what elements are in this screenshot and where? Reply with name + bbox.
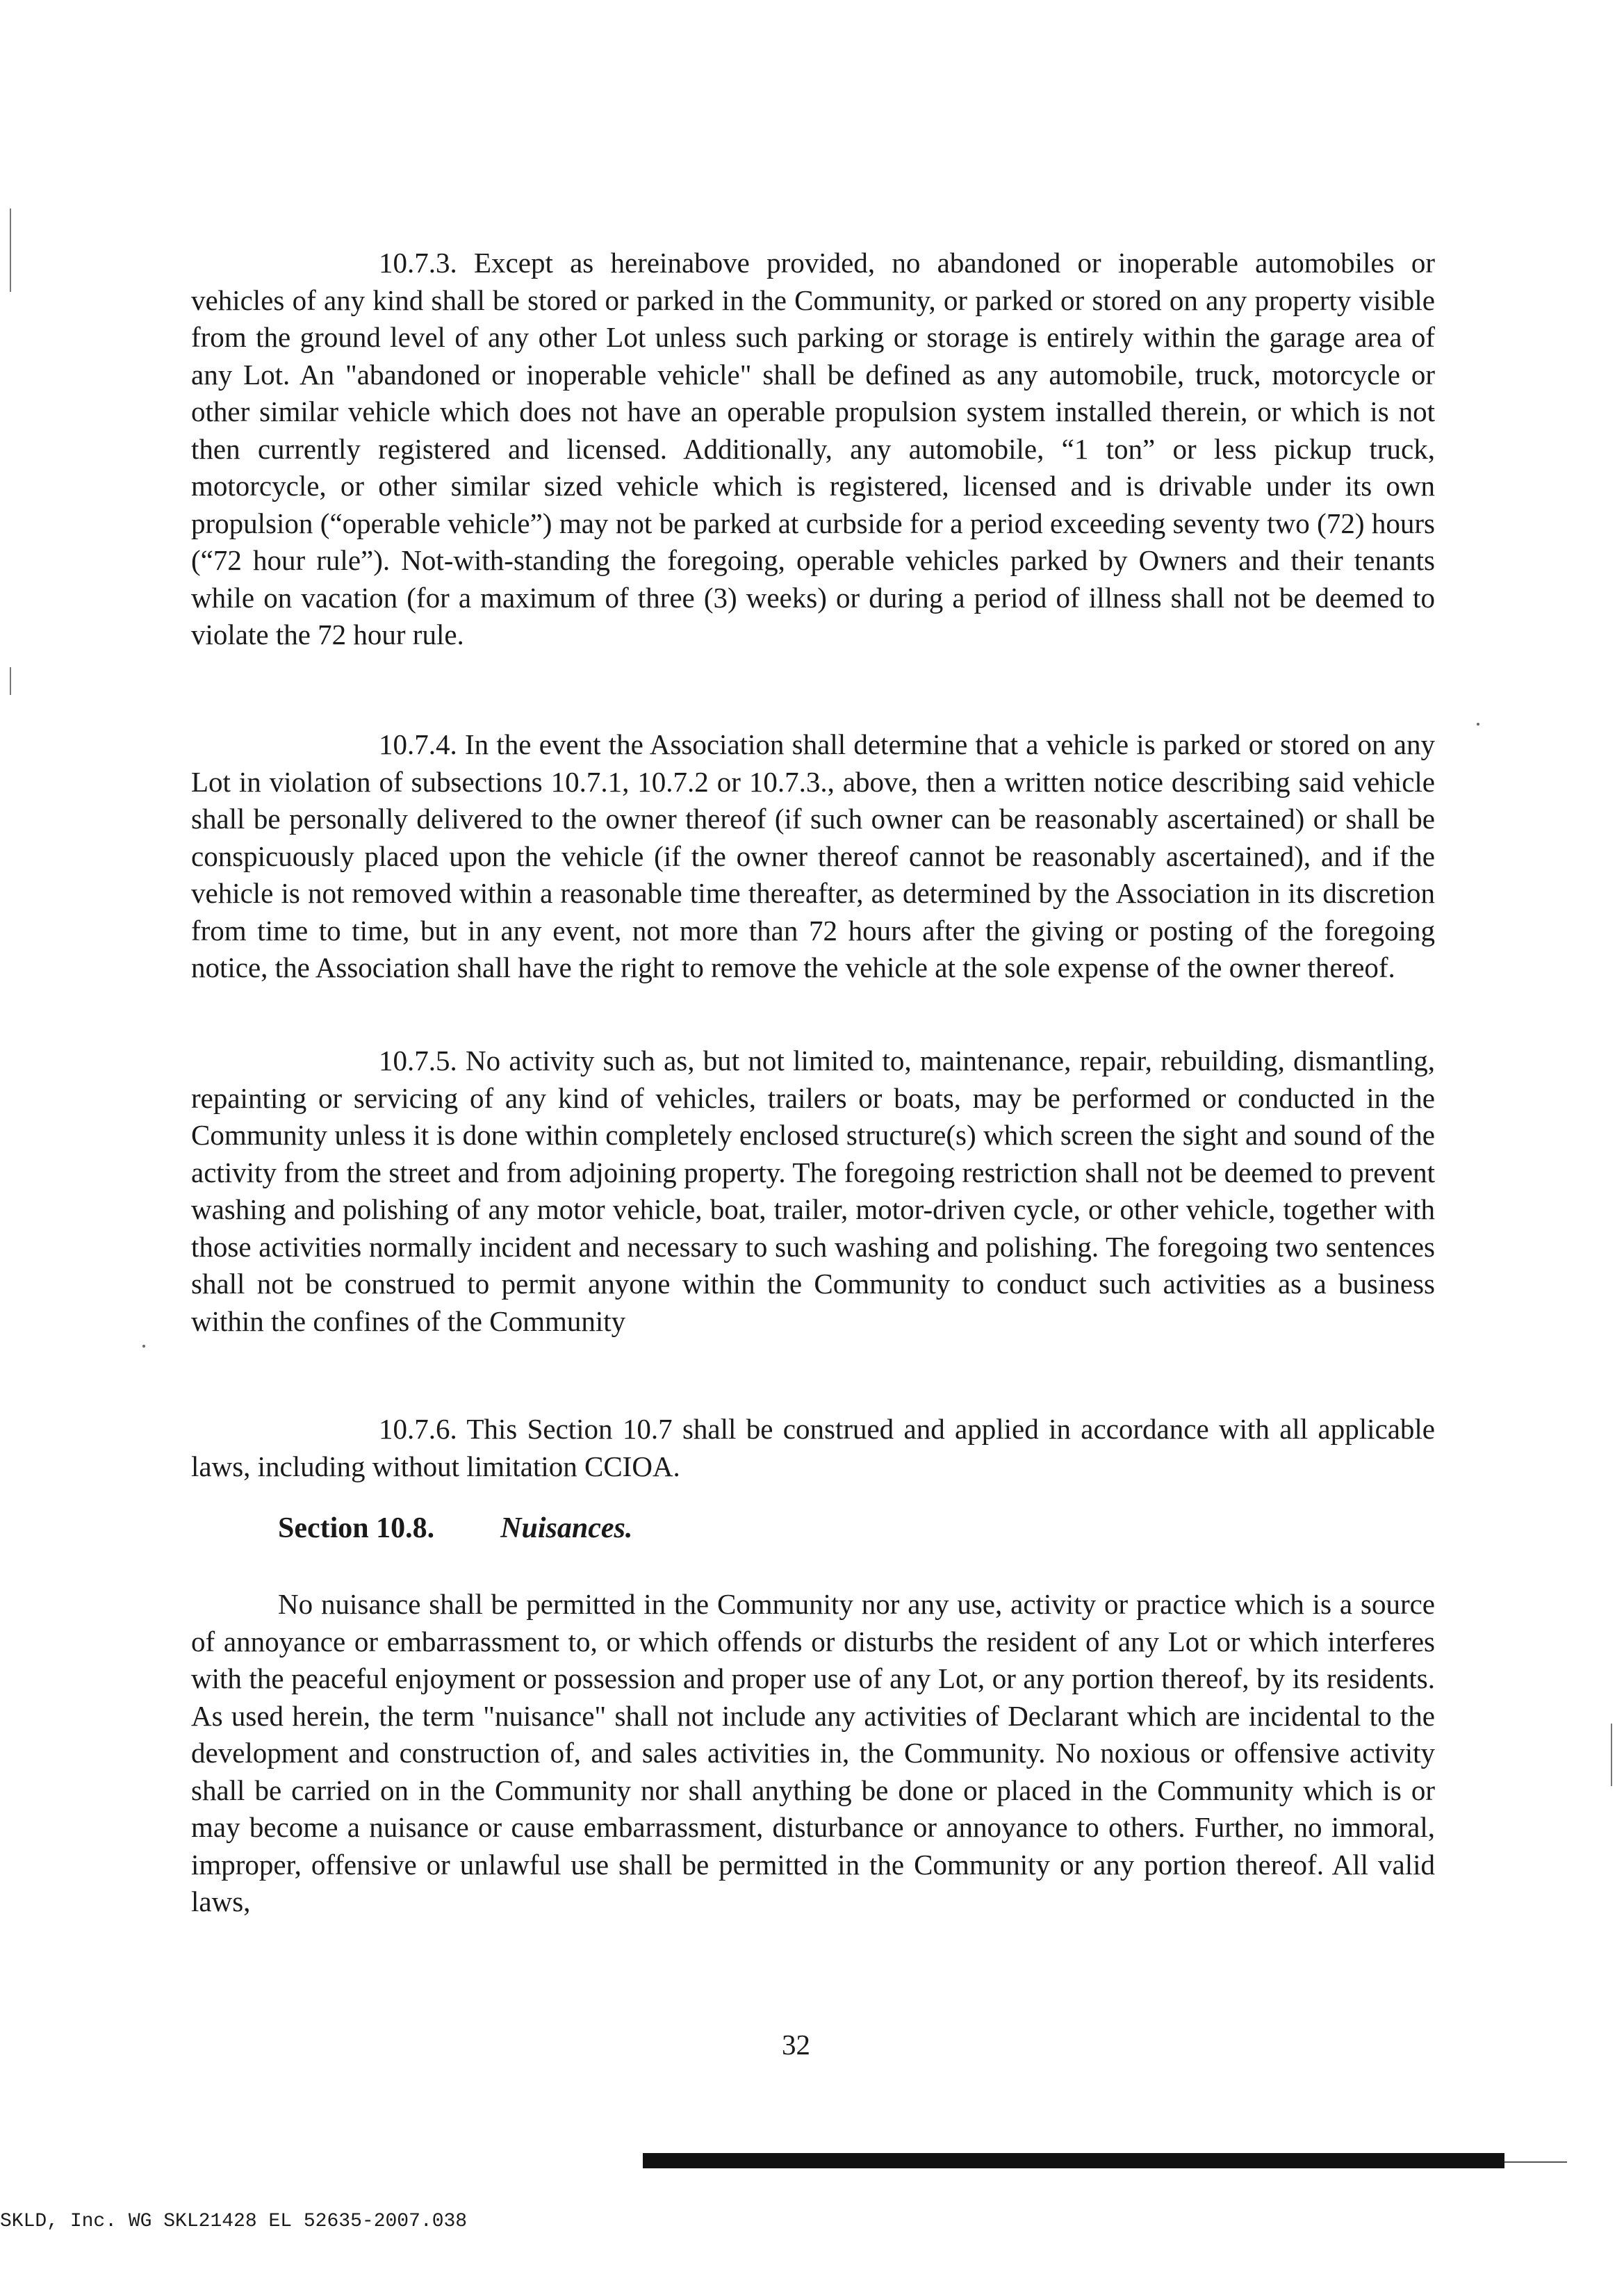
scan-speck [142, 1345, 145, 1348]
paragraph-10-8: No nuisance shall be permitted in the Community nor any use, activity or practice which is a source of annoyance or embarrassment to, or which offends or disturbs the resident of any Lot or which interferes with the peaceful enjoyment or possession and proper use of any Lot, or any portion thereof, by its residents. As used herein, the term "nuisance" shall not include any activities of Declarant which are incidental to the development and construction of, and sales activities in, the Community. No noxious or offensive activity shall be carried on in the Community nor shall anything be done or placed in the Community which is or may become a nuisance or cause embarrassment, disturbance or annoyance to others. Further, no immoral, improper, offensive or unlawful use shall be permitted in the Community or any portion thereof. All valid laws, [191, 1588, 1435, 1917]
left-margin-mark [10, 667, 11, 695]
paragraph-10-7-5: 10.7.5. No activity such as, but not limited to, maintenance, repair, rebuilding, dismantling, repainting or servicing of any kind of vehicles, trailers or boats, may be performed or conducted in the Community unless it is done within completely enclosed structure(s) which screen the sight and sound of the activity from the street and from adjoining property. The foregoing restriction shall not be deemed to prevent washing and polishing of any motor vehicle, boat, trailer, motor-driven cycle, or other vehicle, together with those activities normally incident and necessary to such washing and polishing. The foregoing two sentences shall not be construed to permit anyone within the Community to conduct such activities as a business within the confines of the Community [191, 1045, 1435, 1337]
paragraph-10-7-6: 10.7.6. This Section 10.7 shall be construed and applied in accordance with all applicable laws, including without limitation CCIOA. [191, 1413, 1435, 1482]
right-margin-mark [1611, 1724, 1612, 1786]
paragraph-10-7-4: 10.7.4. In the event the Association shall determine that a vehicle is parked or stored on any Lot in violation of subsections 10.7.1, 10.7.2 or 10.7.3., above, then a written notice describing said vehicle shall be personally delivered to the owner thereof (if such owner can be reasonably ascertained) or shall be conspicuously placed upon the vehicle (if the owner thereof cannot be reasonably ascertained), and if the vehicle is not removed within a reasonable time thereafter, as determined by the Association in its discretion from time to time, but in any event, not more than 72 hours after the giving or posting of the foregoing notice, the Association shall have the right to remove the vehicle at the sole expense of the owner thereof. [191, 728, 1435, 983]
section-number: Section 10.8. [278, 1512, 435, 1544]
page-number: 32 [782, 2029, 810, 2061]
footer-rule [1504, 2161, 1567, 2163]
paragraph-10-7-3: 10.7.3. Except as hereinabove provided, no abandoned or inoperable automobiles or vehicles of any kind shall be stored or parked in the Community, or parked or stored on any property visible from the ground level of any other Lot unless such parking or storage is entirely within the garage area of any Lot. An "abandoned or inoperable vehicle" shall be defined as any automobile, truck, motorcycle or other similar vehicle which does not have an operable propulsion system installed therein, or which is not then currently registered and licensed. Additionally, any automobile, “1 ton” or less pickup truck, motorcycle, or other similar sized vehicle which is registered, licensed and is drivable under its own propulsion (“operable vehicle”) may not be parked at curbside for a period exceeding seventy two (72) hours (“72 hour rule”). Not-with-standing the foregoing, operable vehicles parked by Owners and their tenants while on vacation (for a maximum of three (3) weeks) or during a period of illness shall not be deemed to violate the 72 hour rule. [191, 247, 1435, 650]
left-margin-mark [10, 208, 11, 292]
footer-bar [643, 2153, 1504, 2168]
scan-speck [1477, 723, 1479, 726]
footer-document-code: SKLD, Inc. WG SKL21428 EL 52635-2007.038 [0, 2211, 468, 2232]
section-title: Nuisances. [500, 1512, 633, 1544]
section-heading [278, 1509, 632, 1547]
